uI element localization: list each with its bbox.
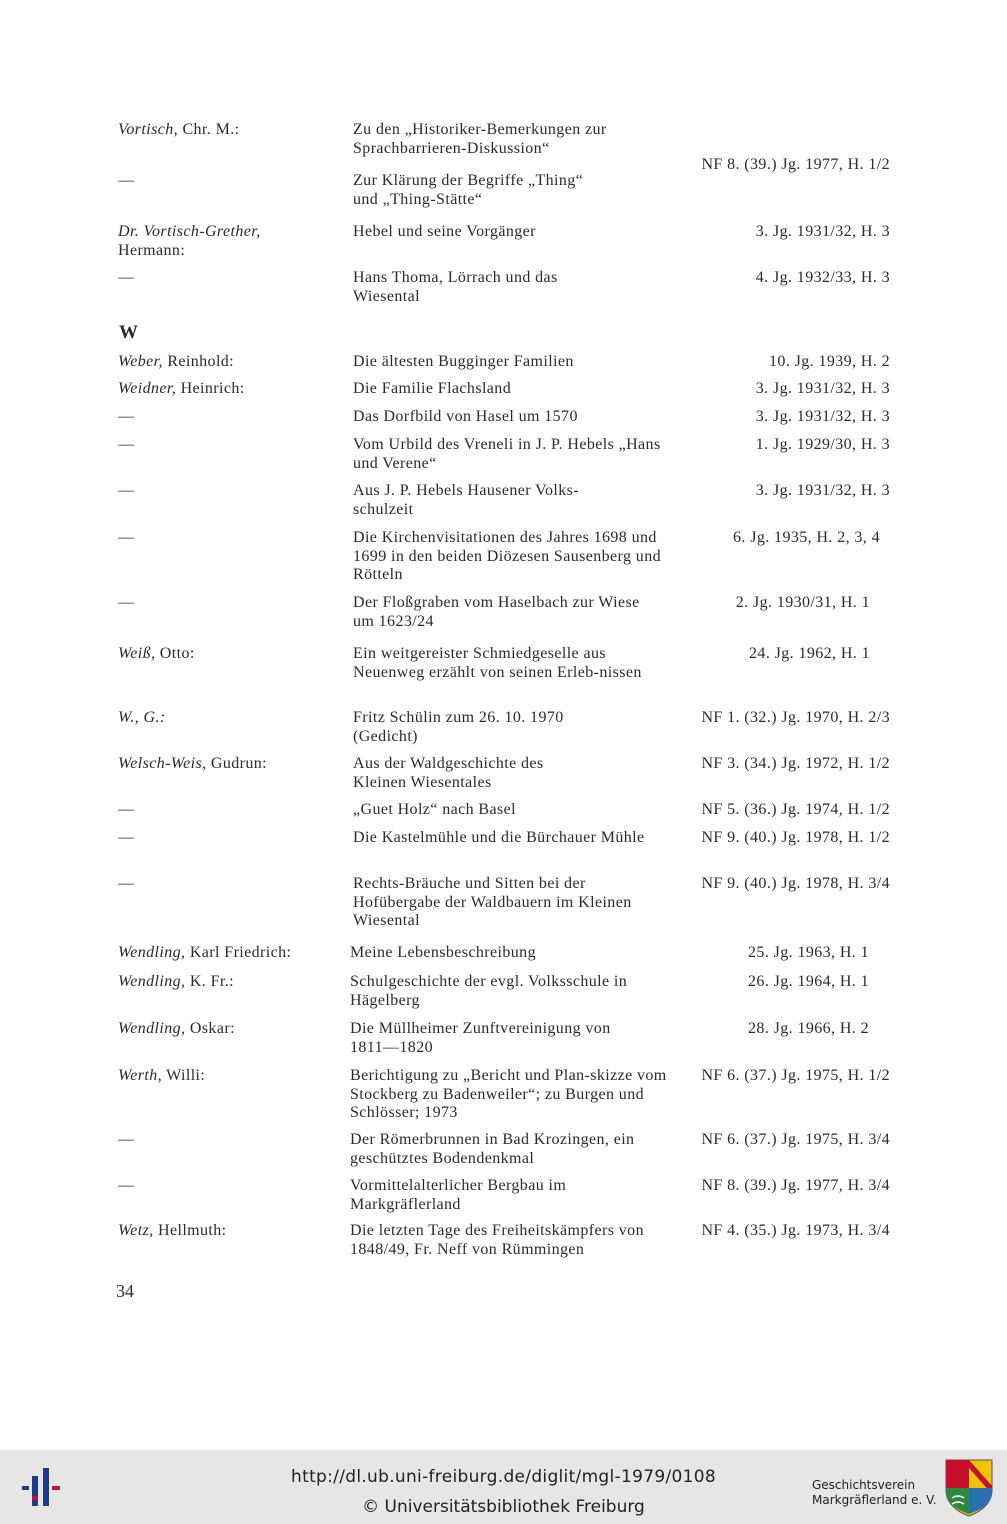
section-letter: W bbox=[119, 322, 138, 343]
entry-title: Fritz Schülin zum 26. 10. 1970 (Gedicht) bbox=[353, 709, 564, 745]
entry-author: Weiß, Otto: bbox=[118, 645, 195, 662]
entry-author: Vortisch, Chr. M.: bbox=[118, 121, 240, 138]
entry-reference: NF 8. (39.) Jg. 1977, H. 3/4 bbox=[701, 1177, 890, 1194]
entry-author: Wendling, Karl Friedrich: bbox=[118, 944, 292, 961]
entry-reference: NF 9. (40.) Jg. 1978, H. 1/2 bbox=[701, 829, 890, 846]
entry-title: Die Kastelmühle und die Bürchauer Mühle bbox=[353, 829, 645, 846]
entry-author: Welsch-Weis, Gudrun: bbox=[118, 755, 268, 772]
entry-reference: 3. Jg. 1931/32, H. 3 bbox=[755, 223, 890, 240]
entry-title: Vormittelalterlicher Bergbau im Markgräflerland bbox=[350, 1177, 567, 1213]
entry-reference: NF 6. (37.) Jg. 1975, H. 3/4 bbox=[701, 1131, 890, 1148]
entry-reference: 1. Jg. 1929/30, H. 3 bbox=[755, 436, 890, 453]
entry-title: „Guet Holz“ nach Basel bbox=[353, 801, 516, 818]
entry-author: — bbox=[118, 801, 135, 818]
entry-title: Die ältesten Bugginger Familien bbox=[353, 353, 574, 370]
entry-reference: 3. Jg. 1931/32, H. 3 bbox=[755, 380, 890, 397]
entry-author: — bbox=[118, 594, 135, 611]
entry-title: Berichtigung zu „Bericht und Plan-skizze vom Stockberg zu Badenweiler“; zu Burgen und Schlösser; 1973 bbox=[350, 1067, 667, 1121]
entry-author: — bbox=[118, 482, 135, 499]
entry-author: — bbox=[118, 875, 135, 892]
entry-author: — bbox=[118, 829, 135, 846]
entry-reference: 4. Jg. 1932/33, H. 3 bbox=[755, 269, 890, 286]
entry-author: — bbox=[118, 436, 135, 453]
entry-author: Wendling, K. Fr.: bbox=[118, 973, 234, 990]
entry-author: Dr. Vortisch-Grether, Hermann: bbox=[118, 223, 261, 259]
entry-reference: 3. Jg. 1931/32, H. 3 bbox=[755, 408, 890, 425]
entry-reference: NF 4. (35.) Jg. 1973, H. 3/4 bbox=[701, 1222, 890, 1239]
entry-reference: NF 9. (40.) Jg. 1978, H. 3/4 bbox=[701, 875, 890, 892]
entry-title: Ein weitgereister Schmiedgeselle aus Neuenweg erzählt von seinen Erleb-nissen bbox=[353, 645, 642, 681]
entry-author: Werth, Willi: bbox=[118, 1067, 206, 1084]
entry-author: Wetz, Hellmuth: bbox=[118, 1222, 227, 1239]
entry-author: W., G.: bbox=[118, 709, 166, 726]
coat-of-arms-icon bbox=[944, 1458, 994, 1518]
entry-title: Der Floßgraben vom Haselbach zur Wiese um 1623/24 bbox=[353, 594, 640, 630]
entry-author: Weber, Reinhold: bbox=[118, 353, 235, 370]
entry-title: Die Familie Flachsland bbox=[353, 380, 512, 397]
entry-author: — bbox=[118, 408, 135, 425]
entry-author: — bbox=[118, 269, 135, 286]
society-line-2: Markgräflerland e. V. bbox=[812, 1493, 937, 1507]
entry-title: Aus J. P. Hebels Hausener Volks-schulzeit bbox=[353, 482, 579, 518]
entry-reference: 2. Jg. 1930/31, H. 1 bbox=[735, 594, 870, 611]
entry-title: Rechts-Bräuche und Sitten bei der Hofübergabe der Waldbauern im Kleinen Wiesental bbox=[353, 875, 632, 929]
entry-title: Die Kirchenvisitationen des Jahres 1698 und 1699 in den beiden Diözesen Sausenberg und Rötteln bbox=[353, 529, 661, 583]
entry-author: — bbox=[118, 529, 135, 546]
entry-title: Hans Thoma, Lörrach und das Wiesental bbox=[353, 269, 558, 305]
entry-author: Wendling, Oskar: bbox=[118, 1020, 235, 1037]
entry-reference: NF 5. (36.) Jg. 1974, H. 1/2 bbox=[701, 801, 890, 818]
entry-author: — bbox=[118, 172, 135, 189]
entry-reference: NF 6. (37.) Jg. 1975, H. 1/2 bbox=[701, 1067, 890, 1084]
entry-title: Die letzten Tage des Freiheitskämpfers von 1848/49, Fr. Neff von Rümmingen bbox=[350, 1222, 644, 1258]
entry-title: Aus der Waldgeschichte des Kleinen Wiesentales bbox=[353, 755, 544, 791]
entry-reference: 28. Jg. 1966, H. 2 bbox=[748, 1020, 869, 1037]
entry-title: Schulgeschichte der evgl. Volksschule in Hägelberg bbox=[350, 973, 628, 1009]
entry-title: Vom Urbild des Vreneli in J. P. Hebels „Hans und Verene“ bbox=[353, 436, 661, 472]
entry-author: — bbox=[118, 1177, 135, 1194]
entry-reference: NF 1. (32.) Jg. 1970, H. 2/3 bbox=[701, 709, 890, 726]
source-url[interactable]: http://dl.ub.uni-freiburg.de/diglit/mgl-1979/0108 bbox=[291, 1467, 716, 1487]
entry-reference: NF 3. (34.) Jg. 1972, H. 1/2 bbox=[701, 755, 890, 772]
entry-title: Der Römerbrunnen in Bad Krozingen, ein geschütztes Bodendenkmal bbox=[350, 1131, 635, 1167]
entry-title: Meine Lebensbeschreibung bbox=[350, 944, 536, 961]
entry-reference: 26. Jg. 1964, H. 1 bbox=[748, 973, 869, 990]
entry-reference: NF 8. (39.) Jg. 1977, H. 1/2 bbox=[701, 156, 890, 173]
entry-title: Hebel und seine Vorgänger bbox=[353, 223, 536, 240]
entry-author: — bbox=[118, 1131, 135, 1148]
entry-title: Die Müllheimer Zunftvereinigung von 1811—1820 bbox=[350, 1020, 611, 1056]
entry-reference: 24. Jg. 1962, H. 1 bbox=[749, 645, 870, 662]
entry-title: Zu den „Historiker-Bemerkungen zur Sprachbarrieren-Diskussion“ bbox=[353, 121, 607, 157]
entry-author: Weidner, Heinrich: bbox=[118, 380, 245, 397]
copyright-text: © Universitätsbibliothek Freiburg bbox=[362, 1497, 645, 1517]
society-line-1: Geschichtsverein bbox=[812, 1478, 916, 1492]
entry-reference: 3. Jg. 1931/32, H. 3 bbox=[755, 482, 890, 499]
entry-reference: 6. Jg. 1935, H. 2, 3, 4 bbox=[733, 529, 880, 546]
entry-title: Das Dorfbild von Hasel um 1570 bbox=[353, 408, 578, 425]
entry-reference: 10. Jg. 1939, H. 2 bbox=[769, 353, 890, 370]
footer-bar bbox=[0, 1450, 1007, 1524]
entry-reference: 25. Jg. 1963, H. 1 bbox=[748, 944, 869, 961]
society-name bbox=[812, 1478, 937, 1508]
entry-title: Zur Klärung der Begriffe „Thing“ und „Thing-Stätte“ bbox=[353, 172, 584, 208]
page-number: 34 bbox=[116, 1281, 134, 1301]
